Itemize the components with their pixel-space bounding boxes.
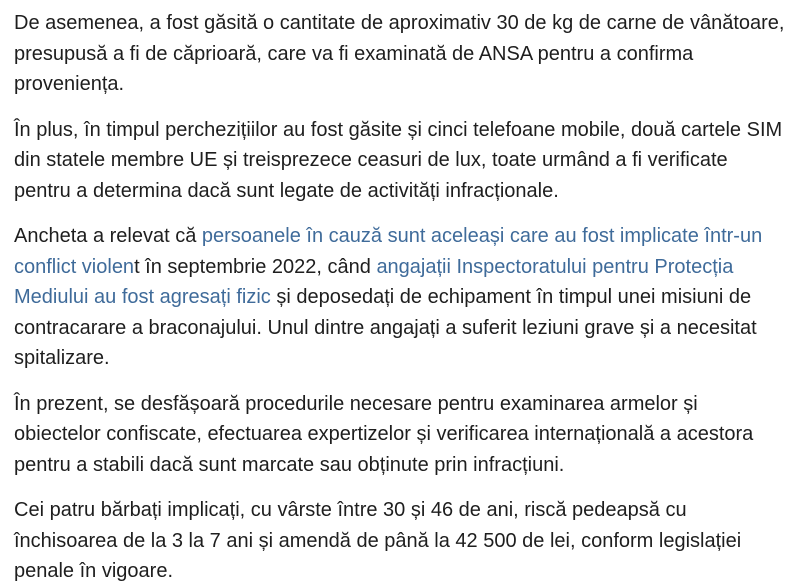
paragraph-text: Ancheta a relevat că <box>14 225 202 247</box>
paragraph <box>14 389 786 481</box>
paragraph-text: t în septembrie 2022, când <box>134 255 377 278</box>
paragraph-text: și deposedați de echipament în timpul unei misiuni de contracarare a braconajului. Unul dintre angajați a suferit leziuni grave și a necesitat spitalizare. <box>14 286 757 369</box>
article-link-conflict[interactable]: persoanele în cauză sunt aceleași care au fost implicate într-un conflict violen <box>14 225 763 278</box>
paragraph-text: În prezent, se desfășoară procedurile necesare pentru examinarea armelor și obiectelor confiscate, efectuarea expertizelor și verificarea internațională a acestora pentru a stabili dacă sunt marcate sau obținute prin infracțiuni. <box>14 392 754 476</box>
paragraph-text: Cei patru bărbați implicați, cu vârste între 30 și 46 de ani, riscă pedeapsă cu închisoarea de la 3 la 7 ani și amendă de până la 42 500 de lei, conform legislației penale în vigoare. <box>14 499 742 582</box>
paragraph-text: De asemenea, a fost găsită o cantitate de aproximativ 30 de kg de carne de vânătoare, presupusă a fi de căprioară, care va fi examinată de ANSA pentru a confirma proveniența. <box>14 12 785 95</box>
paragraph <box>14 115 786 207</box>
article-link-agresati[interactable]: angajații Inspectoratului pentru Protecția Mediului au fost agresați fizic <box>14 255 734 308</box>
paragraph <box>14 495 786 587</box>
paragraph <box>14 8 786 100</box>
paragraph-text: În plus, în timpul perchezițiilor au fost găsite și cinci telefoane mobile, două cartele SIM din statele membre UE și treisprezece ceasuri de lux, toate urmând a fi verificate pentru a determina dacă sunt legate de activități infracționale. <box>14 118 783 202</box>
paragraph <box>14 221 786 374</box>
